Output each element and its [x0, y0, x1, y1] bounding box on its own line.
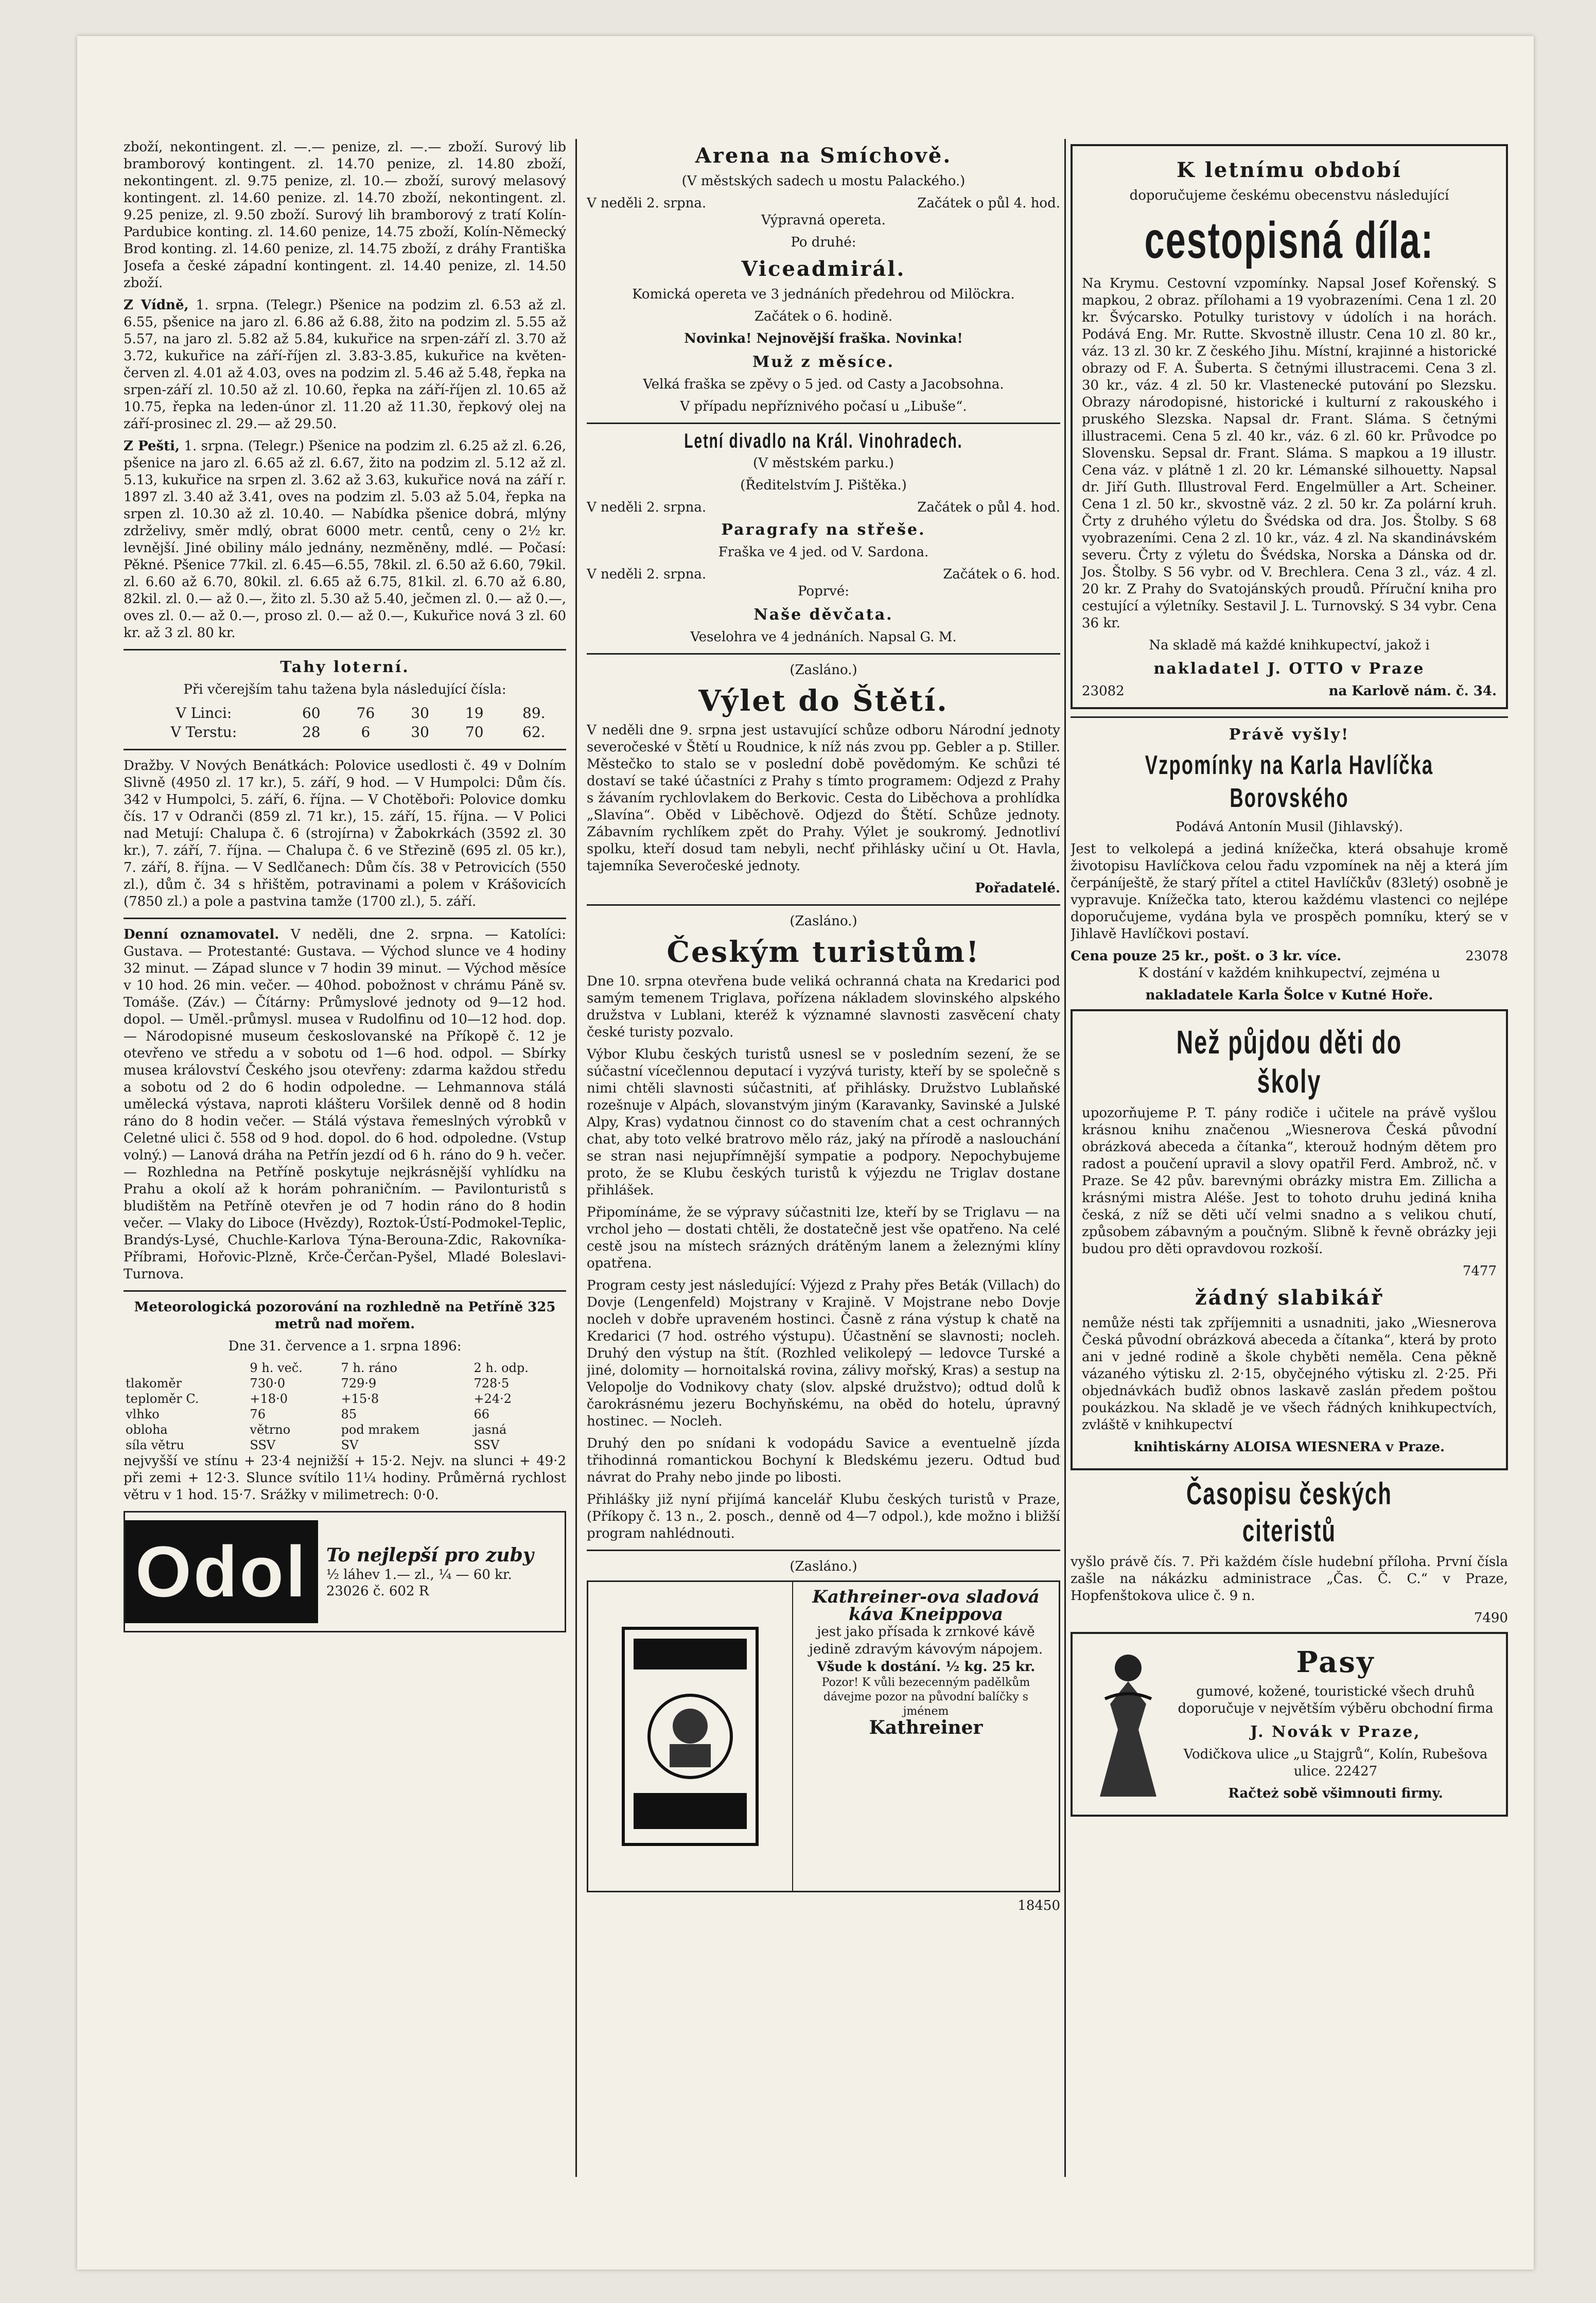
zaslano-label: (Zasláno.) [790, 662, 857, 678]
vinohrady-when-row [587, 499, 1060, 516]
pest-text: 1. srpna. (Telegr.) Pšenice na podzim zl. 6.25 až zl. 6.26, pšenice na jaro zl. 6.65 až zl. 6.67, žito na podzim zl. 5.12 až zl. 5.13, kukuřice na srpen zl. 3.62 až 3.63, kukuřice nová na září r. 1897 zl. 3.40 až 3.41, oves na podzim zl. 5.03 až 5.04, řepka na srpen zl. 10.30 až zl. 10.40. — Nabídka pšenice dobrá, mlýny zdrželivy, směr mdlý, obrat 6000 metr. centů, ceny o 2½ kr. levnější. Jiné obiliny málo jednány, nezměněny, mdlé. — Počasí: Pěkné. Pšenice 77kil. zl. 6.45—6.55, 78kil. zl. 6.50 až 6.60, 79kil. zl. 6.60 až 6.70, 80kil. zl. 6.65 až 6.75, 81kil. zl. 6.70 až 6.80, 82kil. zl. 0.— až 0.—, žito zl. 5.30 až 5.40, ječmen zl. 0.— až 0.—, oves zl. 0.— až 0.—, proso zl. 0.— až 0.—, Kukuřice nová 3 zl. 60 kr. až 3 zl. 80 kr. [124, 438, 566, 641]
lottery-place: V Terstu: [170, 724, 237, 741]
zaslano-label: (Zasláno.) [790, 913, 857, 929]
lottery-title: Tahy loterní. [280, 658, 410, 676]
pasy-layout [1082, 1641, 1497, 1807]
meteo-value: jasná [473, 1422, 507, 1437]
arena-date: V neděli 2. srpna. [587, 196, 707, 211]
otto-stock: Na skladě má každé knihkupectví, jakož i [1149, 638, 1430, 653]
vienna-title: Z Vídně, [124, 297, 189, 313]
odol-details [318, 1540, 542, 1604]
otto-subtitle: doporučujeme českému obecenstvu následující [1129, 188, 1449, 203]
divider [587, 653, 1060, 655]
arena-start-2: Začátek o 6. hodině. [754, 309, 893, 324]
vinohrady-date: V neděli 2. srpna. [587, 500, 707, 515]
meteo-table [124, 1360, 566, 1453]
otto-publisher: nakladatel J. OTTO v Praze [1153, 660, 1425, 678]
vinohrady-start: Začátek o půl 4. hod. [917, 500, 1060, 515]
column-rule [1064, 139, 1066, 2177]
havlicek-publisher: nakladatele Karla Šolce v Kutné Hoře. [1145, 988, 1433, 1003]
citerist-title: Časopisu českých citeristů [1186, 1476, 1393, 1548]
havlicek-kicker: Právě vyšly! [1229, 726, 1350, 744]
vienna-market [124, 297, 566, 433]
meteo-extra: nejvyšší ve stínu + 23·4 nejnižší + 15·2. Nejv. na slunci + 49·2 při zemi + 12·3. Slunce svítilo 11¼ hodiny. Průměrná rychlost větru v 1 hod. 15·7. Srážky v milimetrech: 0·0. [124, 1453, 566, 1503]
arena-line: Komická opereta ve 3 jednáních předehrou od Milöckra. [632, 287, 1015, 302]
lottery-number: 62. [522, 724, 546, 741]
otto-title: K letnímu období [1177, 158, 1402, 182]
vinohrady-line: Fraška ve 4 jed. od V. Sardona. [718, 544, 929, 560]
vinohrady-play: Paragrafy na střeše. [721, 521, 926, 539]
auctions-text: Dražby. V Nových Benátkách: Polovice usedlosti č. 49 v Dolním Slivně (4950 zl. 17 kr.), 5. září, 9 hod. — V Humpolci: Dům čís. 342 v Humpolci, 5. září, 6. října. — V Chotěboři: Polovice domku čís. 17 v Odranči (859 zl. 71 kr.), 15. září, 15. října. — V Polici nad Metují: Chalupa č. 6 (strojírna) v Žabokrkách (3592 zl. 30 kr.), 7. září, 7. října. — Chalupa č. 6 ve Střezině (695 zl. 05 kr.), 7. září, 8. října. — V Sedlčanech: Dům čís. 38 v Petrovicích (550 zl.), dům č. 34 s hřištěm, potravinami a polem v Krášovicích (7850 zl.) a pole a pastvina tamže (1700 zl.), 5. září. [124, 758, 566, 909]
school-ref: 7477 [1462, 1263, 1497, 1279]
newspaper-page [77, 36, 1534, 2270]
arena-line: Po druhé: [791, 235, 856, 250]
meteo-value: 66 [473, 1407, 490, 1421]
divider [124, 749, 566, 750]
divider [1071, 716, 1508, 718]
school-title: Než půjdou děti do školy [1176, 1024, 1402, 1100]
vinohrady-play-2: Naše děvčata. [753, 606, 893, 624]
otto-book-list: Na Krymu. Cestovní vzpomínky. Napsal Josef Kořenský. S mapkou, 2 obraz. přílohami a 19 vyobrazeními. Cena 1 zl. 20 kr. Švýcarsko. Potulky turistovy v údolích i na horách. Podává Eng. Mr. Rutte. Skvostně illustr. Cena 10 zl. 80 kr., váz. 13 zl. 30 kr. Z českého Jihu. Místní, krajinné a historické obrazy od F. A. Šuberta. S četnými illustracemi. Cena 3 zl. 30 kr., váz. 4 zl. 50 kr. Vlastenecké putování po Slezsku. Obrazy národopisné, historické i kulturní z rakouského i pruského Slezska. Napsal dr. Frant. Sláma. S četnými illustracemi. Cena 5 zl. 40 kr., váz. 6 zl. 60 kr. Průvodce po Slovensku. Sepsal dr. Frant. Sláma. S mapkou a 19 illustr. Cena váz. v plátně 1 zl. 20 kr. Lémanské silhouetty. Napsal dr. Jiří Guth. Illustroval Ferd. Engelmüller a Art. Scheiner. Cena 1 zl. 50 kr., skvostně váz. 2 zl. 50 kr. Za polární kruh. Črty z druhého výletu do Švédska od dra. Jos. Štolby. S 68 vyobrazeními. Cena 2 zl. 10 kr., váz. 4 zl. Na skandinávském severu. Črty z výletu do Švédska, Norska a Dánska od dr. Jos. Štolby. S 56 vybr. od V. Brechlera. Cena 3 zl., váz. 4 zl. 20 kr. Z Prahy do Svatojánských proudů. Příruční kniha pro cestující a výletníky. Sestavil J. L. Turnovský. S 34 vybr. Cena 36 kr. [1082, 276, 1497, 631]
havlicek-author: Podává Antonín Musil (Jihlavský). [1175, 819, 1404, 835]
tour-text: Dne 10. srpna otevřena bude veliká ochranná chata na Kredarici pod samým temenem Triglava, pořízena nákladem slovinského alpského družstva v Lublani, kteréž k významné slavnosti zasvěcení chaty české turisty pozvalo. [587, 974, 1060, 1040]
school-publisher: knihtiskárny ALOISA WIESNERA v Praze. [1133, 1439, 1445, 1455]
divider [587, 1550, 1060, 1551]
lottery-number: 60 [302, 705, 321, 722]
vinohrady-line: Poprvé: [797, 584, 849, 599]
arena-play-2: Muž z měsíce. [752, 353, 895, 371]
meteo-value: +15·8 [341, 1392, 379, 1406]
meteo-value: pod mrakem [341, 1422, 420, 1437]
lottery-row [124, 723, 566, 742]
divider [124, 1290, 566, 1292]
tour-text: Program cesty jest následující: Výjezd z Prahy přes Beták (Villach) do Dovje (Lengenfeld) Mojstrany v Krajině. V Mojstrane nebo Dovje nocleh v dobře upraveném hostinci. Časně z rána výstup k chatě na Kredarici (7 hod. ostrého výstupu). Účastnění se slavnosti; nocleh. Druhý den výstup na štít. (Rozhled velikolepý — ledovce Turské a jiné, dolomity — hornoitalská rovina, zálivy mořský, Kras) a sestup na Velopolje do Vodnikovy chaty (slov. alpské družstvo); odtud dolů k čarokrásnému jezeru Bochyňskému, na oběd do hotelu, úpravný hostinec. — Nocleh. [587, 1278, 1060, 1429]
havlicek-price-row [1071, 948, 1508, 965]
meteo-col: 9 h. več. [250, 1361, 303, 1375]
meteo-row [124, 1437, 566, 1453]
lottery-intro: Při včerejším tahu tažena byla následující čísla: [183, 682, 506, 697]
meteo-value: 730·0 [250, 1376, 286, 1391]
meteo-label: síla větru [126, 1438, 184, 1452]
otto-ad [1071, 144, 1508, 709]
vinohrady-when-row [587, 566, 1060, 583]
meteo-label: tlakoměr [126, 1376, 182, 1391]
meteo-date: Dne 31. července a 1. srpna 1896: [228, 1339, 462, 1354]
lottery-number: 28 [302, 724, 321, 741]
trip-text: V neděli dne 9. srpna jest ustavující schůze odboru Národní jednoty severočeské v Štětí u Roudnice, k níž nás zvou pp. Gebler a p. Stiller. Městečko to stalo se v poslední době povědomým. Ke schůzi té dostaví se také účastníci z Prahy s tímto programem: Odjezd z Prahy s žávaním rychlovlakem do Berkovic. Cesta do Liběchova a prohlídka „Slavína“. Oběd v Liběchově. Odjezd do Štětí. Schůze jednoty. Zábavním rychlíkem zpět do Prahy. Výlet je soukromý. Jednotliví spolku, kteří dosud tam nebyli, nechť přihlásky učiní u Ot. Havla, tajemníka Severočeské jednoty. [587, 723, 1060, 874]
column-3 [1071, 139, 1508, 2177]
column-1 [124, 139, 566, 2177]
arena-line: V případu nepříznivého počasí u „Libuše“. [680, 399, 967, 414]
school-ad [1071, 1009, 1508, 1470]
divider [124, 918, 566, 919]
meteo-value: 729·9 [341, 1376, 377, 1391]
lottery-number: 30 [411, 705, 429, 722]
pasy-note: Račteż sobě všimnouti firmy. [1228, 1786, 1443, 1801]
lottery-row [124, 704, 566, 723]
arena-subtitle: (V městských sadech u mostu Palackého.) [681, 173, 966, 189]
meteo-value: SSV [473, 1438, 500, 1452]
havlicek-ref: 23078 [1465, 948, 1508, 964]
odol-slogan: To nejlepší pro zuby [326, 1544, 534, 1566]
tour-title: Českým turistům! [667, 935, 980, 969]
pasy-ad [1071, 1632, 1508, 1817]
divider [587, 423, 1060, 424]
lottery-number: 30 [411, 724, 429, 741]
tour-text: Druhý den po snídani k vodopádu Savice a eventuelně jízda třihodinná romantickou Bochyní k Bledskému jezeru. Odtud buď návrat do Prahy nebo jinde po libosti. [587, 1436, 1060, 1485]
vienna-text: 1. srpna. (Telegr.) Pšenice na podzim zl. 6.53 až zl. 6.55, pšenice na jaro zl. 6.86 až 6.88, žito na podzim zl. 5.55 až 5.57, na jaro zl. 5.82 až 5.84, kukuřice na srpen-září zl. 3.70 až 3.72, kukuřice na září-říjen zl. 3.83-3.85, kukuřice na květen-červen zl. 4.01 až 4.03, oves na podzim zl. 5.46 až 5.48, řepka na srpen-září zl. 10.50 až zl. 10.60, řepka na září-říjen zl. 10.65 až 10.75, řepka na leden-únor zl. 11.20 až 11.30, řepkový olej na září-prosinec zl. 29.— až 29.50. [124, 297, 566, 432]
vinohrady-line: Veselohra ve 4 jednáních. Napsal G. M. [690, 629, 957, 645]
tour-text: Přihlášky již nyní přijímá kancelář Klubu českých turistů v Praze, (Příkopy č. 13 n., 2. posch., denně od 4—7 odpol.), kde možno i bližší program nahlédnouti. [587, 1492, 1060, 1541]
lottery-number: 89. [522, 705, 546, 722]
havlicek-price: Cena pouze 25 kr., pošt. o 3 kr. více. [1071, 948, 1342, 964]
coffee-package-icon [613, 1618, 767, 1855]
vinohrady-date: V neděli 2. srpna. [587, 567, 707, 582]
lottery-number: 6 [361, 724, 371, 741]
otto-address: na Karlově nám. č. 34. [1328, 683, 1497, 699]
lottery-table [124, 704, 566, 742]
meteo-value: 76 [250, 1407, 266, 1421]
vinohrady-start: Začátek o 6. hod. [943, 567, 1060, 582]
kathreiner-name: Kathreiner [869, 1717, 983, 1738]
daily-announcer [124, 926, 566, 1283]
pasy-firm: J. Novák v Praze, [1250, 1723, 1421, 1741]
vinohrady-sub: (V městském parku.) [753, 455, 894, 471]
pasy-title: Pasy [1296, 1645, 1375, 1679]
havlicek-title: Vzpomínky na Karla Havlíčka Borovského [1145, 750, 1434, 813]
column-2 [587, 139, 1060, 2177]
citerist-ref: 7490 [1474, 1610, 1508, 1626]
otto-footer [1082, 683, 1497, 700]
arena-play: Viceadmirál. [741, 257, 906, 281]
otto-ref: 23082 [1082, 683, 1125, 699]
meteo-col: 7 h. ráno [341, 1361, 397, 1375]
kathreiner-ref: 18450 [1018, 1898, 1060, 1913]
school-text-2: nemůže nésti tak zpříjemniti a usnadniti, jako „Wiesnerova Česká původní obrázková abeceda a čítanka“, která by proto ani v jedné rodině a škole chyběti neměla. Cena pěkně vázaného výtisku zl. 2·15, obyčejného výtisku zl. 2·25. Při objednávkách buďiž obnos laskavě zaslán předem poštou poukázkou. Na skladě je ve všech řádných knihkupectvích, zvláště v knihkupectví [1082, 1315, 1497, 1433]
grain-market-text: zboží, nekontingent. zl. —.— penize, zl. —.— zboží. Surový lib bramborový kontingent. zl. 14.70 penize, zl. 14.80 zboží, nekontingent. zl. 9.75 penize, zl. 10.— zboží, surový melasový kontingent. zl. 14.60 penize. zl. 14.70 zboží, nekontingent. zl. 9.25 penize, zl. 9.50 zboží. Surový lih bramborový z tratí Kolín-Pardubice konting. zl. 14.60 penize, 14.75 zboží, Kolín-Německý Brod konting. zl. 14.60 penize, zl. 14.75 zboží, z dráhy Františka Josefa a české západní kontingent. zl. 14.40 penize, zl. 14.50 zboží. [124, 139, 566, 291]
meteo-value: 85 [341, 1407, 357, 1421]
arena-start: Začátek o půl 4. hod. [917, 196, 1060, 211]
meteo-value: +18·0 [250, 1392, 288, 1406]
vinohrady-sub: (Ředitelstvím J. Pištěka.) [740, 478, 907, 493]
kathreiner-warning: Pozor! K vůli bezecenným padělkům dávejme pozor na původní balíčky s jménem [821, 1676, 1030, 1718]
kathreiner-text-block [793, 1582, 1059, 1891]
meteo-label: teploměr C. [126, 1392, 199, 1406]
arena-when-row [587, 195, 1060, 212]
lottery-place: V Linci: [176, 705, 232, 722]
meteo-row [124, 1376, 566, 1391]
pasy-address: Vodičkova ulice „u Stajgrů“, Kolín, Rubešova ulice. 22427 [1183, 1747, 1488, 1779]
tour-text: Připomínáme, že se výpravy súčastniti lze, kteří by se Triglavu — na vrchol jeho — dostati chtěli, že dostatečně jest vše opatřeno. Na celé cestě jsou na místech srázných drátěným lanem a železnými klíny opatřena. [587, 1205, 1060, 1271]
odol-ad [124, 1511, 566, 1632]
zaslano-label: (Zasláno.) [790, 1559, 857, 1574]
arena-novelty: Novinka! Nejnovější fraška. Novinka! [684, 331, 963, 346]
meteo-value: SSV [250, 1438, 276, 1452]
pasy-text-block [1174, 1641, 1497, 1807]
meteo-col: 2 h. odp. [473, 1361, 529, 1375]
daily-text: V neděli, dne 2. srpna. — Katolíci: Gustava. — Protestanté: Gustava. — Východ slunce ve 4 hodiny 32 minut. — Západ slunce v 7 hodin 39 minut. — Východ měsíce v 10 hod. 26 min. večer. — 40hod. pobožnost v chrámu Páně sv. Tomáše. (Záv.) — Čítárny: Průmyslové jednoty od 9—12 hod. dopol. — Uměl.-průmysl. musea v Rudolfinu od 10—12 hod. dop. — Národopisné museum českoslovanské na Příkopě č. 12 je otevřeno ve středu a v sobotu od 1—6 hod. odpol. — Sbírky musea království Českého jsou otevřeny: zdarma každou středu a sobotu od 2 do 6 hodin odpoledne. — Lehmannova stálá umělecká výstava, naproti klášteru Voršilek denně od 8 hodin ráno do 8 hodin večer. — Stálá výstava řemeslných výrobků v Celetné ulici č. 558 od 9 hod. dopol. do 6 hod. odpoledne. (Vstup volný.) — Lanová dráha na Petřín jezdí od 6 h. ráno do 9 h. večer. — Rozhledna na Petříně poskytuje nejkrásnější vyhlídku na Prahu a okolí až k horám pohraničním. — Pavilonturistů s bludištěm na Petříně otevřen je od 7 hodin ráno do 8 hodin večer. — Vlaky do Liboce (Hvězdy), Roztok-Ústí-Podmokel-Teplic, Brandýs-Lysé, Chuchle-Karlova Týna-Berouna-Zdic, Rakovníka-Příbrami, Hořovic-Plzně, Krče-Čerčan-Pyšel, Mladé Boleslavi-Turnova. [124, 927, 566, 1282]
havlicek-stock: K dostání v každém knihkupectví, zejména u [1138, 965, 1441, 981]
meteo-value: 728·5 [473, 1376, 510, 1391]
lottery-number: 70 [465, 724, 484, 741]
meteo-row [124, 1391, 566, 1407]
arena-title: Arena na Smíchově. [695, 144, 952, 168]
pest-market [124, 438, 566, 642]
kathreiner-text: jest jako přísada k zrnkové kávě jedině zdravým kávovým nápojem. [809, 1624, 1043, 1657]
tour-text: Výbor Klubu českých turistů usnesl se v posledním sezení, že se súčastní vícečlennou deputací i vyzývá turisty, kteří by se společně s nimi chtěli slavnosti súčastniti, ať přihlásky. Družstvo Lublaňské rozešnuje v Alpách, slovanstvým jiným (Karavanky, Savinské a Julské Alpy, Kras) vydatnou činnost co do stavením chat a cest ochranných chat, aby toto velké bratrovo mělo ráz, jaký na přírodě a naslouchání se stran nasi nejupřímnější sympatie a podpory. Nepochybujeme proto, že se Klubu českých turistů k výjezdu ne Triglav dostane přihlášek. [587, 1047, 1060, 1198]
otto-big-title: cestopisná díla: [1144, 212, 1434, 269]
trip-title: Výlet do Štětí. [698, 684, 949, 718]
meteo-label: vlhko [126, 1407, 160, 1421]
arena-line: Velká fraška se zpěvy o 5 jed. od Casty a Jacobsohna. [643, 377, 1004, 392]
kathreiner-ad [587, 1580, 1060, 1892]
woman-figure-icon [1082, 1641, 1174, 1807]
odol-logo: Odol [125, 1520, 318, 1623]
meteo-value: +24·2 [473, 1392, 512, 1406]
odol-ref: 23026 č. 602 R [326, 1584, 429, 1599]
meteo-row [124, 1407, 566, 1422]
lady-illustration-icon [1090, 1647, 1167, 1802]
kathreiner-brand: Kathreiner-ova sladová káva Kneippova [812, 1587, 1040, 1625]
trip-signature: Pořadatelé. [975, 881, 1060, 896]
kathreiner-availability: Všude k dostání. ½ kg. 25 kr. [816, 1659, 1036, 1675]
meteo-header-row [124, 1360, 566, 1376]
lottery-number: 76 [356, 705, 375, 722]
divider [587, 904, 1060, 906]
vinohrady-title: Letní divadlo na Král. Vinohradech. [684, 430, 963, 452]
column-rule [575, 139, 577, 2177]
pasy-text: gumové, kožené, touristické všech druhů doporučuje v největším výběru obchodní firma [1178, 1684, 1494, 1716]
arena-line: Výpravná opereta. [761, 213, 886, 228]
lottery-number: 19 [465, 705, 484, 722]
meteo-value: SV [341, 1438, 359, 1452]
daily-title: Denní oznamovatel. [124, 927, 279, 942]
school-text: upozorňujeme P. T. pány rodiče i učitele na právě vyšlou krásnou knihu značenou „Wiesnerova Česká původní obrázková abeceda a čítanka“, kterouž hodným dětem pro radost a poučení upravil a slovy opatřil Ferd. Ambrož, nč. v Praze. Se 42 pův. barevnými obrázky mistra Em. Zillicha a krásnými mistra Aléše. Jest to tohoto druhu jediná kniha česká, z níž se děti učí velmi snadno a s velikou chutí, způsobem zábavným a poučným. Slibně k řevně obrázky jeji budou pro děti opravdovou rozkoší. [1082, 1105, 1497, 1257]
havlicek-text: Jest to velkolepá a jediná knížečka, která obsahuje kromě životopisu Havlíčkova celou řadu vzpomínek na něj a která jím čerpáníještě, že starý přítel a ctitel Havlíčkův (83letý) osobně je vypravuje. Knížečka tato, kterou každému vlastenci co nejlépe doporučujeme, vydána byla ve prospěch pomníku, který se v Jihlavě Havlíčkovi postaví. [1071, 841, 1508, 942]
meteo-title: Meteorologická pozorování na rozhledně na Petříně 325 metrů nad mořem. [134, 1299, 556, 1332]
kathreiner-package-image [588, 1582, 793, 1891]
meteo-row [124, 1422, 566, 1437]
divider [124, 649, 566, 651]
school-big: žádný slabikář [1195, 1286, 1384, 1310]
meteo-label: obloha [126, 1422, 168, 1437]
meteo-value: větrno [250, 1422, 291, 1437]
citerist-text: vyšlo právě čís. 7. Při každém čísle hudební příloha. První čísla zašle na nákázku administrace „Čas. Č. C.“ v Praze, Hopfenštokova ulice č. 9 n. [1071, 1554, 1508, 1604]
pest-title: Z Pešti, [124, 438, 180, 454]
odol-price: ½ láhev 1.— zl., ¼ — 60 kr. [326, 1567, 512, 1583]
